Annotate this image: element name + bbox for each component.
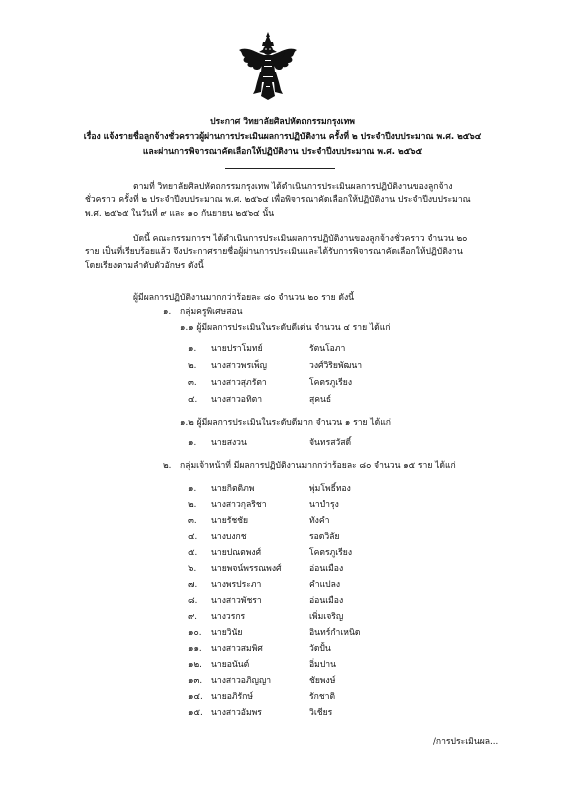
person-surname: วัดปั้น (309, 644, 331, 654)
group-1-1-label: ๑.๑ ผู้มีผลการประเมินในระดับดีเด่น จำนวน ๔ ราย ได้แก่ (180, 323, 391, 333)
list-item-number: ๒. (188, 500, 197, 510)
subject-line-1: เรื่อง แจ้งรายชื่อลูกจ้างชั่วคราวผู้ผ่านการประเมินผลการปฏิบัติงาน ครั้งที่ ๒ ประจำปีงบประมาณ พ.ศ. ๒๕๖๔ (83, 132, 482, 142)
person-name: นางพรประภา (211, 580, 262, 590)
list-item-number: ๓. (188, 516, 197, 526)
person-surname: อินทร์กำเหนิด (309, 628, 361, 638)
person-name: นางสาวอภิญญา (211, 676, 272, 686)
list-item-number: ๔. (188, 395, 198, 405)
list-item-number: ๒. (188, 361, 197, 371)
person-surname: รัตนโอภา (309, 344, 346, 354)
person-name: นางวรกร (211, 612, 246, 622)
person-name: นายอนันต์ (211, 660, 250, 670)
person-surname: โคตรภูเรียง (309, 378, 353, 388)
person-name: นางสาวอทิตา (211, 395, 263, 405)
person-surname: วงศ์วิริยพัฒนา (309, 361, 363, 371)
group-2-number: ๒. (163, 461, 172, 471)
subject-line-2: และผ่านการพิจารณาคัดเลือกให้ปฏิบัติงาน ประจำปีงบประมาณ พ.ศ. ๒๕๖๕ (142, 147, 423, 157)
person-surname: ชัยพงษ์ (309, 676, 336, 686)
person-name: นายวินัย (211, 628, 243, 638)
person-surname: สุคนธ์ (309, 395, 332, 405)
list-item-number: ๑๓. (188, 676, 203, 686)
person-name: นายพจน์พรรณพงศ์ (211, 564, 282, 574)
group-1-label: กลุ่มครูพิเศษสอน (180, 307, 243, 317)
person-name: นายรัชชัย (211, 516, 249, 526)
group-2-label: กลุ่มเจ้าหน้าที่ มีผลการปฏิบัติงานมากกว่าร้อยละ ๘๐ จำนวน ๑๕ ราย ได้แก่ (180, 461, 456, 471)
garuda-emblem-icon (237, 30, 299, 102)
person-surname: อ่อนเมือง (309, 564, 344, 574)
person-surname: จันทรสวัสดิ์ (309, 438, 352, 448)
title-divider (225, 168, 335, 169)
person-name: นางสาวสมพิศ (211, 644, 263, 654)
list-item-number: ๘. (188, 596, 198, 606)
person-surname: โคตรภูเรียง (309, 548, 353, 558)
list-item-number: ๑๑. (188, 644, 202, 654)
person-name: นายกิตติภพ (211, 484, 255, 494)
list-item-number: ๔. (188, 532, 198, 542)
list-item-number: ๑๕. (188, 708, 203, 718)
person-surname: อ่อนเมือง (309, 596, 344, 606)
list-item-number: ๙. (188, 612, 198, 622)
person-surname: นาบำรุง (309, 500, 339, 510)
summary-line: ผู้มีผลการปฏิบัติงานมากกว่าร้อยละ ๘๐ จำนวน ๒๐ ราย ดังนี้ (133, 293, 355, 303)
continuation-note: /การประเมินผล... (433, 737, 499, 747)
person-surname: พุ่มโพธิ์ทอง (309, 484, 351, 494)
paragraph-2: บัดนี้ คณะกรรมการฯ ได้ดำเนินการประเมินผลการปฏิบัติงานของลูกจ้างชั่วคราว จำนวน ๒๐ ราย เป็นที่เรียบร้อยแล้ว จึงประกาศรายชื่อผู้ผ่านการประเมินและได้รับการพิจารณาคัดเลือกให้ปฏิบัติงาน โดยเรียงตามลำดับตัวอักษร ดังนี้ (85, 234, 468, 271)
person-surname: รอดวิลัย (309, 532, 340, 542)
person-name: นายอภิรักษ์ (211, 692, 254, 702)
person-name: นางสาวอัมพร (211, 708, 262, 718)
list-item-number: ๕. (188, 548, 198, 558)
group-1-number: ๑. (163, 307, 172, 317)
person-name: นางสาวพัชรา (211, 596, 262, 606)
person-name: นางสาวสุภรัตา (211, 378, 267, 388)
person-name: นายปณตพงศ์ (211, 548, 262, 558)
list-item-number: ๓. (188, 378, 197, 388)
list-item-number: ๖. (188, 564, 197, 574)
list-item-number: ๑๐. (188, 628, 202, 638)
list-item-number: ๑. (188, 438, 197, 448)
person-name: นายสงวน (211, 438, 247, 448)
person-name: นางบงกช (211, 532, 247, 542)
person-surname: รักชาติ (309, 692, 336, 702)
person-surname: วิเชียร (309, 708, 333, 718)
group-1-2-label: ๑.๒ ผู้มีผลการประเมินในระดับดีมาก จำนวน ๑ ราย ได้แก่ (180, 418, 391, 428)
list-item-number: ๑๒. (188, 660, 202, 670)
person-surname: เพิ่มเจริญ (309, 612, 344, 622)
person-surname: ทังคำ (309, 516, 330, 526)
list-item-number: ๑๔. (188, 692, 203, 702)
list-item-number: ๗. (188, 580, 198, 590)
paragraph-1: ตามที่ วิทยาลัยศิลปหัตถกรรมกรุงเทพ ได้ดำเนินการประเมินผลการปฏิบัติงานของลูกจ้างชั่วคราว ครั้งที่ ๒ ประจำปีงบประมาณ พ.ศ. ๒๕๖๔ เพื่อพิจารณาคัดเลือกให้ปฏิบัติงาน ประจำปีงบประมาณ พ.ศ. ๒๕๖๕ ในวันที่ ๙ และ ๑๐ กันยายน ๒๕๖๔ นั้น (85, 182, 471, 219)
person-name: นายปราโมทย์ (211, 344, 263, 354)
person-surname: คำแปลง (309, 580, 341, 590)
person-name: นางสาวพรเพ็ญ (211, 361, 267, 371)
list-item-number: ๑. (188, 344, 197, 354)
person-name: นางสาวกุลริชา (211, 500, 267, 510)
person-surname: อิ่มปาน (309, 660, 336, 670)
list-item-number: ๑. (188, 484, 197, 494)
page-title: ประกาศ วิทยาลัยศิลปหัตถกรรมกรุงเทพ (210, 117, 355, 127)
